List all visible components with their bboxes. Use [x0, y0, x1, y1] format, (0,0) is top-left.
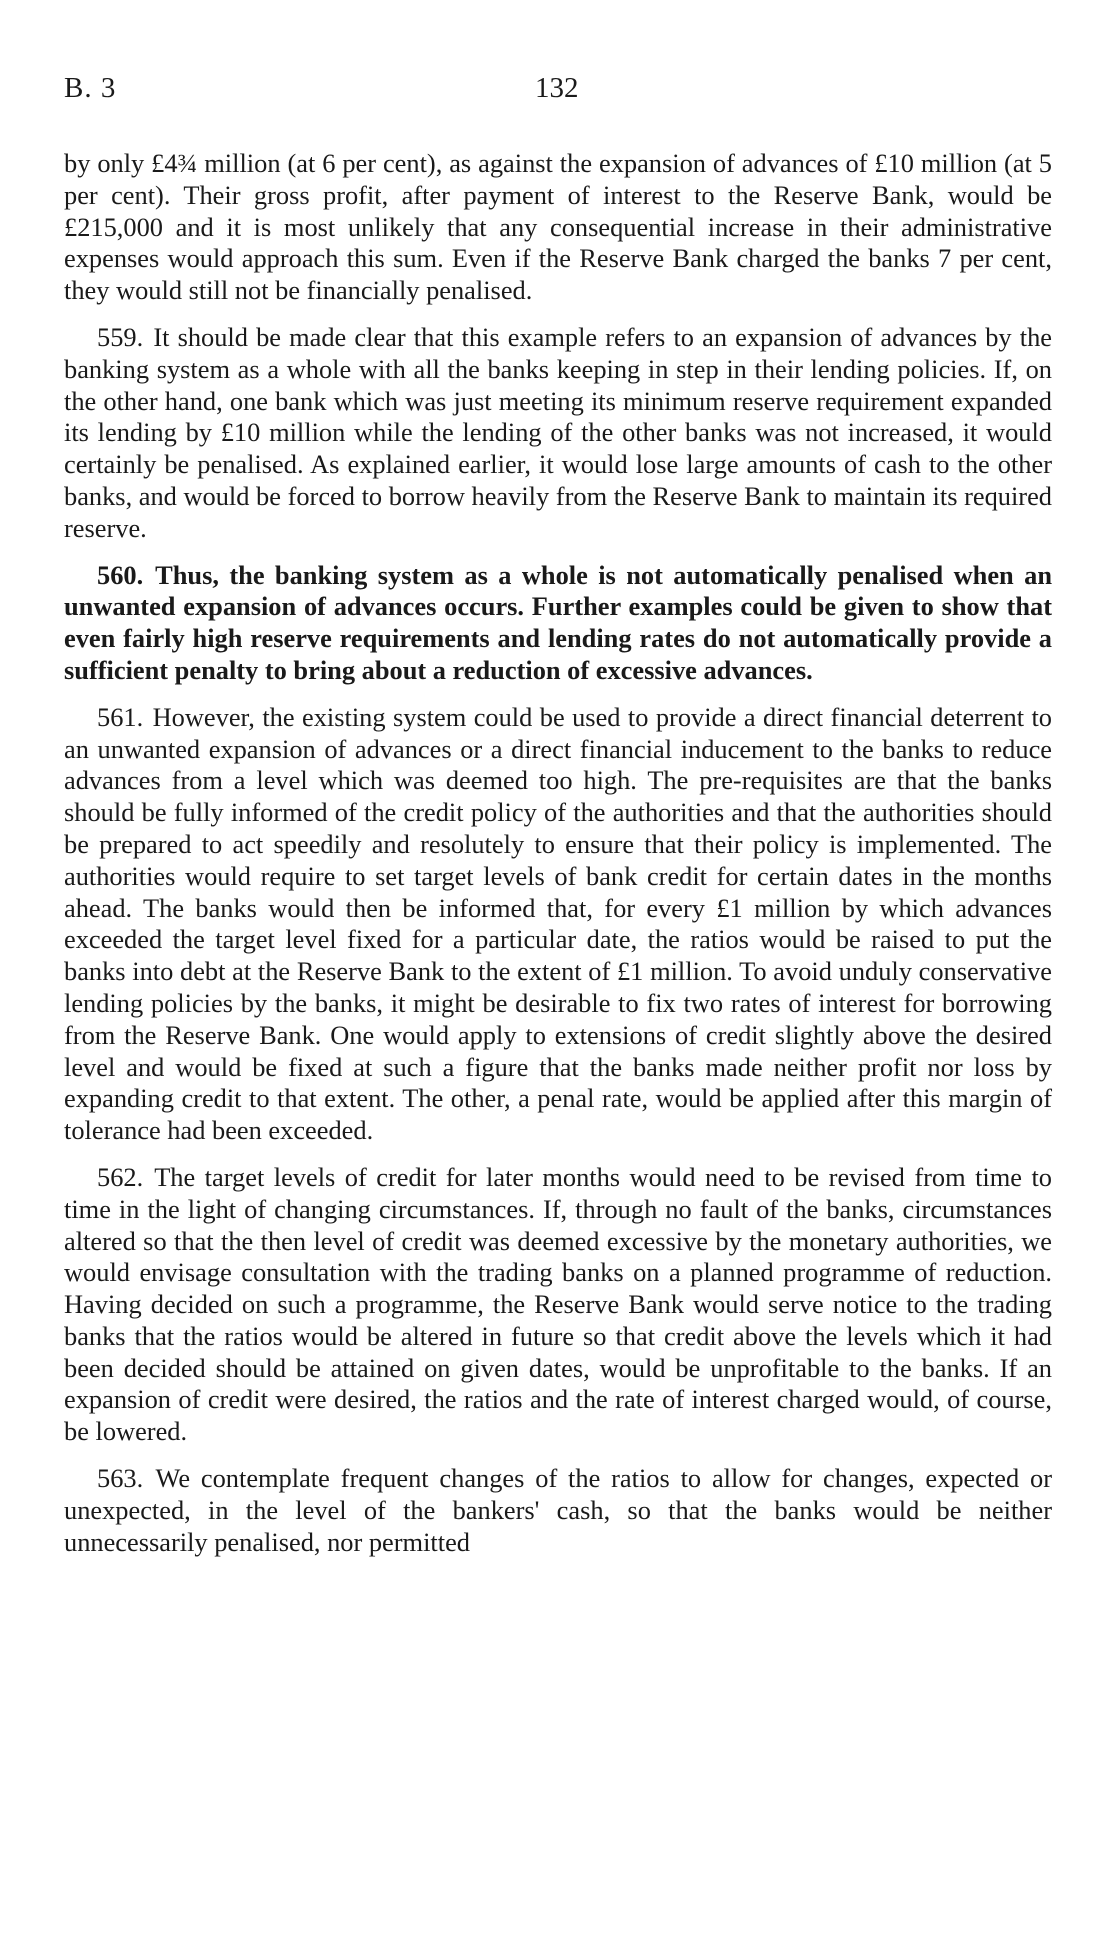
paragraph-number: 562. [97, 1161, 144, 1192]
paragraph-563 [64, 1463, 1052, 1558]
paragraph-text: However, the existing system could be used to provide a direct financial deterrent to an unwanted expansion of advances or a direct financial inducement to the banks to reduce advances from a level which was deemed too high. The pre-requisites are that the banks should be fully informed of the credit policy of the authorities and that the authorities should be prepared to act speedily and resolutely to ensure that their policy is implemented. The authorities would require to set target levels of bank credit for certain dates in the months ahead. The banks would then be informed that, for every £1 million by which advances exceeded the target level fixed for a particular date, the ratios would be raised to put the banks into debt at the Reserve Bank to the extent of £1 million. To avoid unduly conservative lending policies by the banks, it might be desirable to fix two rates of interest for borrowing from the Reserve Bank. One would apply to extensions of credit slightly above the desired level and would be fixed at such a figure that the banks made neither profit nor loss by expanding credit to that extent. The other, a penal rate, would be applied after this margin of tolerance had been exceeded. [64, 701, 1052, 1146]
paragraph-number: 559. [97, 321, 144, 352]
paragraph-text: The target levels of credit for later months would need to be revised from time to time in the light of changing circumstances. If, through no fault of the banks, circumstances altered so that the then level of credit was deemed excessive by the monetary authorities, we would envisage consultation with the trading banks on a planned programme of reduction. Having decided on such a programme, the Reserve Bank would serve notice to the trading banks that the ratios would be altered in future so that credit above the levels which it had been decided should be attained on given dates, would be unprofitable to the banks. If an expansion of credit were desired, the ratios and the rate of interest charged would, of course, be lowered. [64, 1161, 1052, 1447]
paragraph-text: Thus, the banking system as a whole is not automatically penalised when an unwanted expansion of advances occurs. Further examples could be given to show that even fairly high reserve requirements and lending rates do not automatically provide a sufficient penalty to bring about a reduction of excessive advances. [64, 559, 1052, 685]
paragraph-561 [64, 702, 1052, 1147]
paragraph-number: 560. [97, 559, 144, 590]
paragraph-text: It should be made clear that this example refers to an expansion of advances by the banking system as a whole with all the banks keeping in step in their lending policies. If, on the other hand, one bank which was just meeting its minimum reserve requirement expanded its lending by £10 million while the lending of the other banks was not increased, it would certainly be penalised. As explained earlier, it would lose large amounts of cash to the other banks, and would be forced to borrow heavily from the Reserve Bank to maintain its required reserve. [64, 321, 1052, 543]
paragraph-562 [64, 1162, 1052, 1448]
paragraph-text: by only £4¾ million (at 6 per cent), as against the expansion of advances of £10 million (at 5 per cent). Their gross profit, after payment of interest to the Reserve Bank, would be £215,000 and it is most unlikely that any consequential increase in their administrative expenses would approach this sum. Even if the Reserve Bank charged the banks 7 per cent, they would still not be financially penalised. [64, 148, 1052, 306]
paragraph-continued [64, 148, 1052, 307]
paragraph-number: 563. [97, 1463, 144, 1494]
page-number: 132 [535, 72, 579, 104]
paragraph-559 [64, 322, 1052, 545]
page-body [64, 148, 1052, 1573]
paragraph-text: We contemplate frequent changes of the ratios to allow for changes, expected or unexpected, in the level of the bankers' cash, so that the banks would be neither unnecessarily penalised, nor permitted [64, 1463, 1052, 1557]
document-reference: B. 3 [64, 72, 117, 104]
page-header [64, 72, 1050, 112]
paragraph-560 [64, 560, 1052, 687]
paragraph-number: 561. [97, 701, 144, 732]
